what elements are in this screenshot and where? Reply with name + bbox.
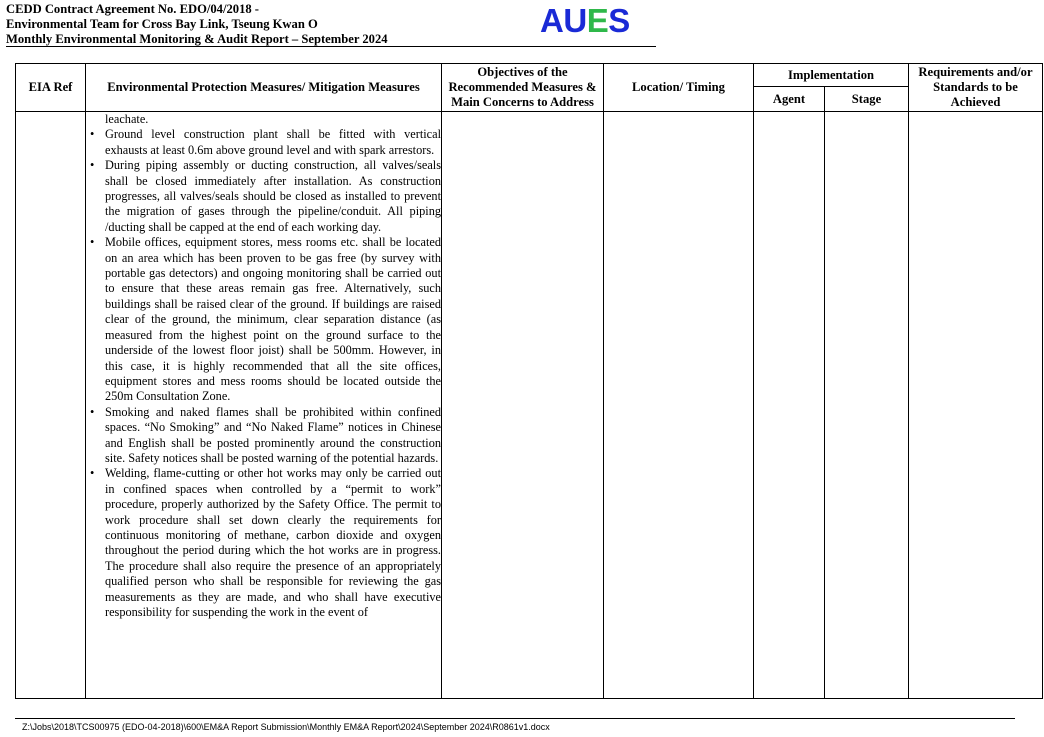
- cell-agent: [754, 112, 825, 699]
- measures-list: [86, 127, 441, 620]
- list-item: • Welding, flame-cutting or other hot works may only be carried out in confined spaces when controlled by a “permit to work” procedure, properly authorized by the Safety Office. The permit to work procedure shall set down clearly the requirements for continuous monitoring of methane, carbon dioxide and oxygen throughout the period during which the hot works are in progress. The procedure shall also require the presence of an appropriately qualified person who shall be responsible for reviewing the gas measurements as they are made, and who shall have executive responsibility for suspending the work in the event of: [86, 466, 441, 620]
- mitigation-measures-table: [15, 63, 1043, 699]
- header-divider: [6, 46, 656, 47]
- col-header-eia-ref: EIA Ref: [16, 64, 86, 112]
- logo-letter: S: [608, 2, 630, 39]
- cell-eia-ref: [16, 112, 86, 699]
- list-item: • Mobile offices, equipment stores, mess rooms etc. shall be located on an area which has been proven to be gas free (by survey with portable gas detectors) and ongoing monitoring shall be carried out to ensure that these areas remain gas free. Alternatively, such buildings shall be raised clear of the ground. If buildings are raised clear of the ground, the minimum, clear separation distance (as measured from the highest point on the ground surface to the underside of the lowest floor joist) shall be 500mm. However, in this case, it is highly recommended that all the site offices, equipment stores and mess rooms should be located outside the 250m Consultation Zone.: [86, 235, 441, 404]
- list-item: • During piping assembly or ducting construction, all valves/seals shall be closed immediately after installation. As construction progresses, all valves/seals should be closed as installed to prevent the migration of gases through the pipeline/conduit. All piping /ducting shall be capped at the end of each working day.: [86, 158, 441, 235]
- logo-letter: E: [586, 2, 609, 39]
- cell-requirements: [909, 112, 1043, 699]
- col-header-stage: Stage: [825, 87, 909, 112]
- cell-stage: [825, 112, 909, 699]
- header-line-contract: CEDD Contract Agreement No. EDO/04/2018 -: [6, 2, 260, 16]
- col-header-measures: Environmental Protection Measures/ Mitigation Measures: [86, 64, 442, 112]
- header-line-team: Environmental Team for Cross Bay Link, Tseung Kwan O: [6, 17, 318, 31]
- col-header-requirements: Requirements and/or Standards to be Achieved: [909, 64, 1043, 112]
- aues-logo: [540, 1, 630, 41]
- document-header: [6, 2, 388, 47]
- col-header-objectives: Objectives of the Recommended Measures & Main Concerns to Address: [442, 64, 604, 112]
- cell-measures: [86, 112, 442, 699]
- cell-location-timing: [604, 112, 754, 699]
- col-header-location-timing: Location/ Timing: [604, 64, 754, 112]
- col-header-agent: Agent: [754, 87, 825, 112]
- continuation-text: leachate.: [105, 112, 149, 126]
- col-header-implementation: Implementation: [754, 64, 909, 87]
- footer-divider: [15, 718, 1015, 719]
- logo-letter: U: [563, 2, 587, 39]
- list-item: • Ground level construction plant shall be fitted with vertical exhausts at least 0.6m above ground level and with spark arrestors.: [86, 127, 441, 158]
- header-line-report: Monthly Environmental Monitoring & Audit Report – September 2024: [6, 32, 388, 46]
- cell-objectives: [442, 112, 604, 699]
- logo-letter: A: [540, 2, 564, 39]
- list-item: • Smoking and naked flames shall be prohibited within confined spaces. “No Smoking” and “No Naked Flame” notices in Chinese and English shall be posted prominently around the construction site. Safety notices shall be posted warning of the potential hazards.: [86, 405, 441, 467]
- footer-file-path: Z:\Jobs\2018\TCS00975 (EDO-04-2018)\600\EM&A Report Submission\Monthly EM&A Report\2024\September 2024\R0861v1.docx: [22, 722, 550, 732]
